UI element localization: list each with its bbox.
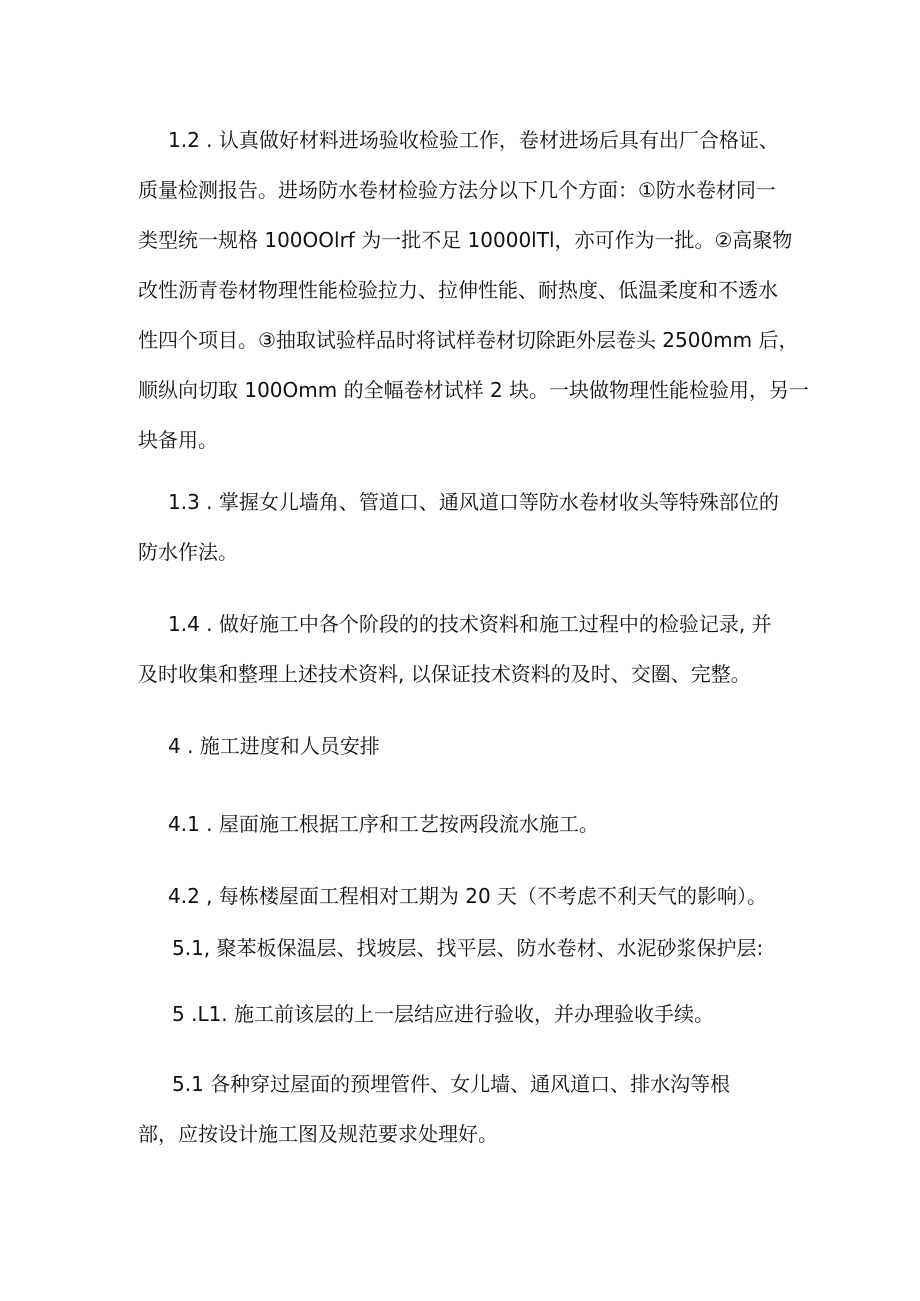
- paragraph-5-1-1: 5 .L1. 施工前该层的上一层结应进行验收，并办理验收手续。: [172, 1002, 715, 1026]
- paragraph-4-1: 4.1 . 屋面施工根据工序和工艺按两段流水施工。: [168, 812, 599, 836]
- paragraph-1-2-line-2: 质量检测报告。进场防水卷材检验方法分以下几个方面：①防水卷材同一: [138, 178, 776, 202]
- section-5-1-heading: 5.1, 聚苯板保温层、找坡层、找平层、防水卷材、水泥砂浆保护层:: [172, 936, 764, 960]
- paragraph-5-1-2-line-1: 5.1 各种穿过屋面的预埋管件、女儿墙、通风道口、排水沟等根: [172, 1072, 731, 1096]
- paragraph-1-2-line-7: 块备用。: [138, 428, 218, 452]
- paragraph-1-2-line-6: 顺纵向切取 100Omm 的全幅卷材试样 2 块。一块做物理性能检验用，另一: [138, 378, 810, 402]
- paragraph-1-4-line-2: 及时收集和整理上述技术资料, 以保证技术资料的及时、交圈、完整。: [138, 662, 751, 686]
- paragraph-1-2-line-4: 改性沥青卷材物理性能检验拉力、拉伸性能、耐热度、低温柔度和不透水: [138, 278, 778, 302]
- paragraph-1-2-line-3: 类型统一规格 100OOlrf 为一批不足 10000lTl，亦可作为一批。②高聚物: [138, 228, 793, 252]
- paragraph-5-1-2-line-2: 部，应按设计施工图及规范要求处理好。: [138, 1122, 498, 1146]
- paragraph-1-2-line-5: 性四个项目。③抽取试验样品时将试样卷材切除距外层卷头 2500mm 后，: [138, 328, 799, 352]
- paragraph-1-3-line-1: 1.3 . 掌握女儿墙角、管道口、通风道口等防水卷材收头等特殊部位的: [168, 490, 779, 514]
- paragraph-1-4-line-1: 1.4 . 做好施工中各个阶段的的技术资料和施工过程中的检验记录, 并: [168, 612, 772, 636]
- paragraph-1-3-line-2: 防水作法。: [138, 540, 238, 564]
- paragraph-1-2-line-1: 1.2 . 认真做好材料进场验收检验工作，卷材进场后具有出厂合格证、: [168, 128, 779, 152]
- paragraph-4-2: 4.2 , 每栋楼屋面工程相对工期为 20 天（不考虑不利天气的影响）。: [168, 884, 768, 908]
- section-4-heading: 4 . 施工进度和人员安排: [168, 734, 380, 758]
